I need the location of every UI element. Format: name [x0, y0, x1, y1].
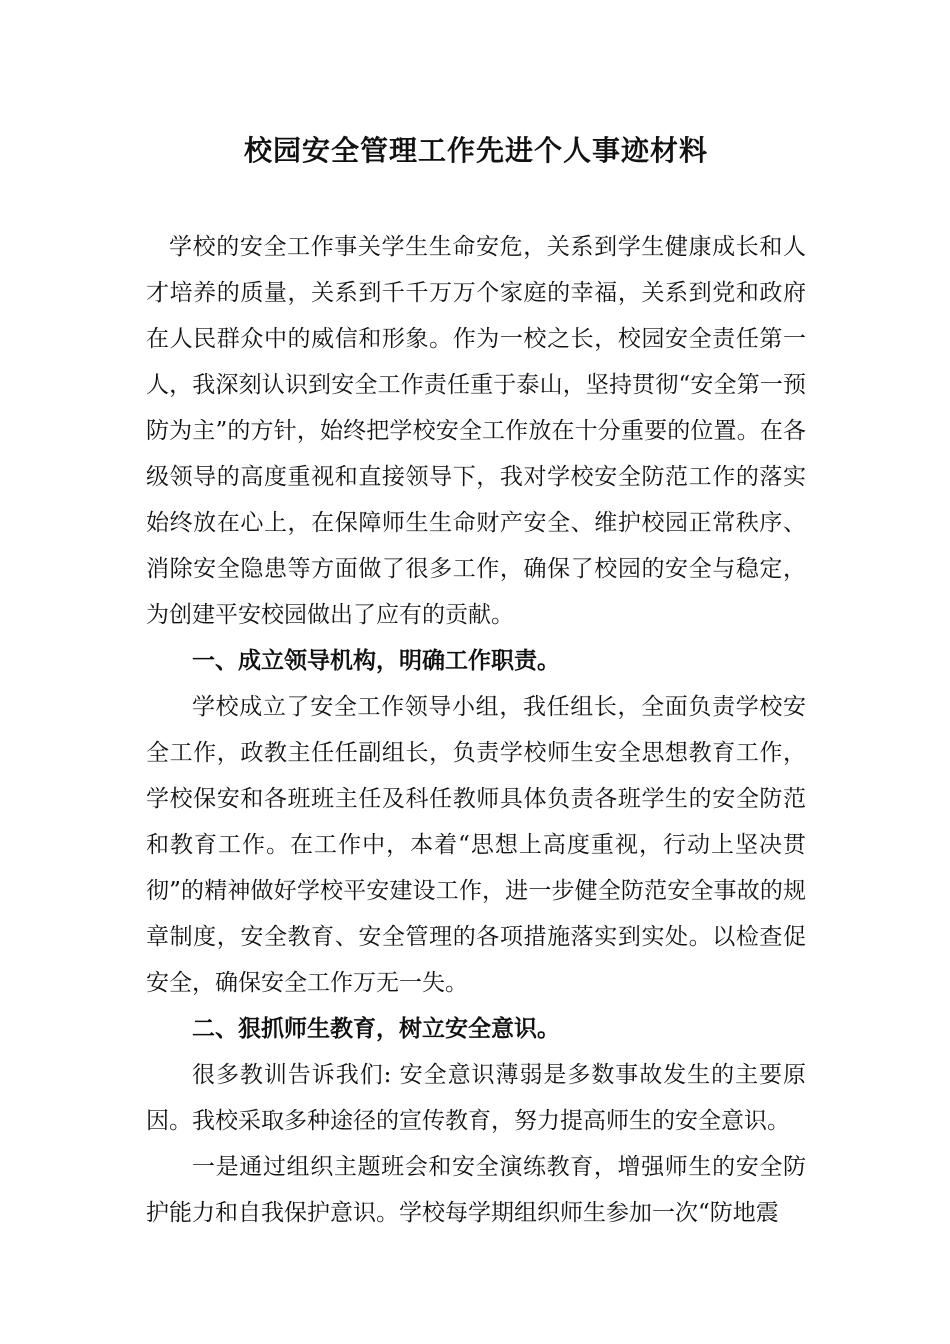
section-heading-1: 一、成立领导机构，明确工作职责。 — [192, 647, 560, 674]
section-heading-2: 二、狠抓师生教育，树立安全意识。 — [192, 1015, 560, 1042]
section-2-paragraph-1: 很多教训告诉我们: 安全意识薄弱是多数事故发生的主要原因。我校采取多种途径的宣传教育，努力提高师生的安全意识。 — [146, 1062, 806, 1134]
document-title: 校园安全管理工作先进个人事迹材料 — [243, 134, 708, 167]
document-body — [146, 128, 806, 1236]
section-1-paragraph: 学校成立了安全工作领导小组，我任组长，全面负责学校安全工作，政教主任任副组长，负责学校师生安全思想教育工作，学校保安和各班班主任及科任教师具体负责各班学生的安全防范和教育工作。在工作中，本着“思想上高度重视，行动上坚决贯彻”的精神做好学校平安建设工作，进一步健全防范安全事故的规章制度，安全教育、安全管理的各项措施落实到实处。以检查促安全，确保安全工作万无一失。 — [146, 694, 806, 996]
section-2-paragraph-2: 一是通过组织主题班会和安全演练教育，增强师生的安全防护能力和自我保护意识。学校每学期组织师生参加一次“防地震 — [146, 1154, 806, 1226]
intro-paragraph: 学校的安全工作事关学生生命安危，关系到学生健康成长和人才培养的质量，关系到千千万万个家庭的幸福，关系到党和政府在人民群众中的威信和形象。作为一校之长，校园安全责任第一人，我深刻认识到安全工作责任重于泰山，坚持贯彻“安全第一预防为主”的方针，始终把学校安全工作放在十分重要的位置。在各级领导的高度重视和直接领导下，我对学校安全防范工作的落实始终放在心上，在保障师生生命财产安全、维护校园正常秩序、消除安全隐患等方面做了很多工作，确保了校园的安全与稳定，为创建平安校园做出了应有的贡献。 — [146, 234, 806, 628]
